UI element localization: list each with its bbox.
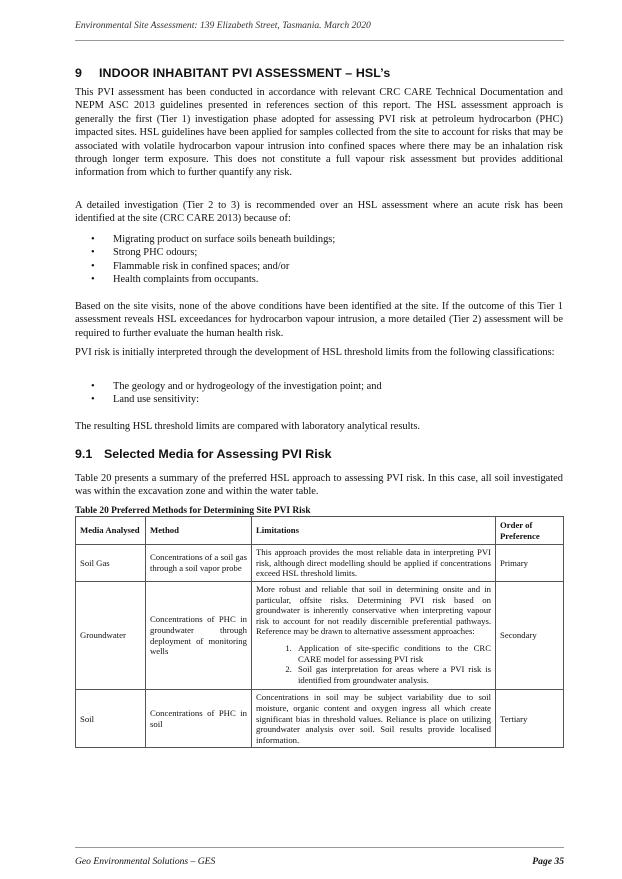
method-cell: Concentrations of PHC in soil	[146, 690, 252, 748]
classification-list	[75, 380, 563, 407]
pvi-methods-table	[75, 516, 564, 748]
column-header-order: Order of Preference	[496, 517, 564, 545]
order-cell: Tertiary	[496, 690, 564, 748]
media-cell: Soil	[76, 690, 146, 748]
table-row	[76, 545, 564, 582]
footer-rule	[75, 847, 564, 848]
list-item: • Land use sensitivity:	[75, 393, 563, 406]
tier-paragraph: A detailed investigation (Tier 2 to 3) is recommended over an HSL assessment where an acute risk has been identified at the site (CRC CARE 2013) because of:	[75, 200, 563, 225]
header-rule	[75, 40, 564, 41]
limitations-cell: This approach provides the most reliable data in interpreting PVI risk, although direct modelling should be applied if concentrations exceed HSL threshold limits.	[252, 545, 496, 582]
subsection-title: Selected Media for Assessing PVI Risk	[104, 447, 332, 461]
table-header-row	[76, 517, 564, 545]
footer-company: Geo Environmental Solutions – GES	[75, 856, 216, 867]
column-header-method: Method	[146, 517, 252, 545]
running-header: Environmental Site Assessment: 139 Elizabeth Street, Tasmania. March 2020	[75, 20, 371, 31]
limitations-cell	[252, 581, 496, 689]
list-item: • Flammable risk in confined spaces; and/or	[75, 260, 563, 273]
column-header-limitations: Limitations	[252, 517, 496, 545]
subsection-heading	[75, 447, 331, 461]
page-number: Page 35	[532, 856, 564, 867]
section-number: 9	[75, 66, 82, 80]
list-item: • Strong PHC odours;	[75, 246, 563, 259]
list-item: • Migrating product on surface soils beneath buildings;	[75, 233, 563, 246]
media-paragraph: Table 20 presents a summary of the preferred HSL approach to assessing PVI risk. In this case, all soil investigated was within the excavation zone and within the water table.	[75, 473, 563, 498]
column-header-media: Media Analysed	[76, 517, 146, 545]
intro-paragraph: This PVI assessment has been conducted in accordance with relevant CRC CARE Technical Documentation and NEPM ASC 2013 guidelines presented in references section of this report. The HSL assessment approach is generally the first (Tier 1) investigation phase adopted for assessing PVI risk at petroleum hydrocarbon (PHC) impacted sites. HSL guidelines have been applied for samples collected from the site to account for risks that may be associated with volatile hydrocarbon vapour intrusion into confined spaces where there may be an inhalation risk through longer term exposure. This does not constitute a full vapour risk assessment but provides additional information from which to further quantify any risk.	[75, 87, 563, 179]
limitations-cell: Concentrations in soil may be subject variability due to soil moisture, organic content and oxygen ingress all which create significant bias in threshold values. Reliance is place on utilizing groundwater analysis over soil. Soil results provide localised information.	[252, 690, 496, 748]
media-cell: Groundwater	[76, 581, 146, 689]
pvi-risk-paragraph: PVI risk is initially interpreted through the development of HSL threshold limits from the following classifications:	[75, 347, 555, 358]
method-cell: Concentrations of a soil gas through a soil vapor probe	[146, 545, 252, 582]
order-cell: Secondary	[496, 581, 564, 689]
site-visit-paragraph: Based on the site visits, none of the above conditions have been identified at the site. If the outcome of this Tier 1 assessment reveals HSL exceedances for hydrocarbon vapour intrusion, a more detailed (Tier 2) assessment will be required to further evaluate the human health risk.	[75, 301, 563, 339]
list-item: • Health complaints from occupants.	[75, 273, 563, 286]
media-cell: Soil Gas	[76, 545, 146, 582]
order-cell: Primary	[496, 545, 564, 582]
method-cell: Concentrations of PHC in groundwater through deployment of monitoring wells	[146, 581, 252, 689]
list-item: 2. Soil gas interpretation for areas where a PVI risk is identified from groundwater analysis.	[294, 664, 491, 685]
list-item: • The geology and or hydrogeology of the investigation point; and	[75, 380, 563, 393]
acute-risk-list	[75, 233, 563, 287]
threshold-paragraph: The resulting HSL threshold limits are compared with laboratory analytical results.	[75, 421, 421, 432]
list-item: 1. Application of site-specific conditions to the CRC CARE model for assessing PVI risk	[294, 643, 491, 664]
table-row	[76, 690, 564, 748]
approaches-list	[256, 643, 491, 685]
section-heading	[75, 66, 390, 80]
section-title: INDOOR INHABITANT PVI ASSESSMENT – HSL’s	[99, 66, 391, 80]
subsection-number: 9.1	[75, 447, 93, 461]
table-row	[76, 581, 564, 689]
limitations-text: More robust and reliable that soil in determining onsite and in particular, offsite risks. Determining PVI risk based on groundwater is inherently conservative when interpreting vapour risk to account for not readily discernible preferential pathways. Reference may be drawn to alternative assessment approaches:	[256, 583, 491, 637]
table-caption: Table 20 Preferred Methods for Determining Site PVI Risk	[75, 506, 311, 516]
